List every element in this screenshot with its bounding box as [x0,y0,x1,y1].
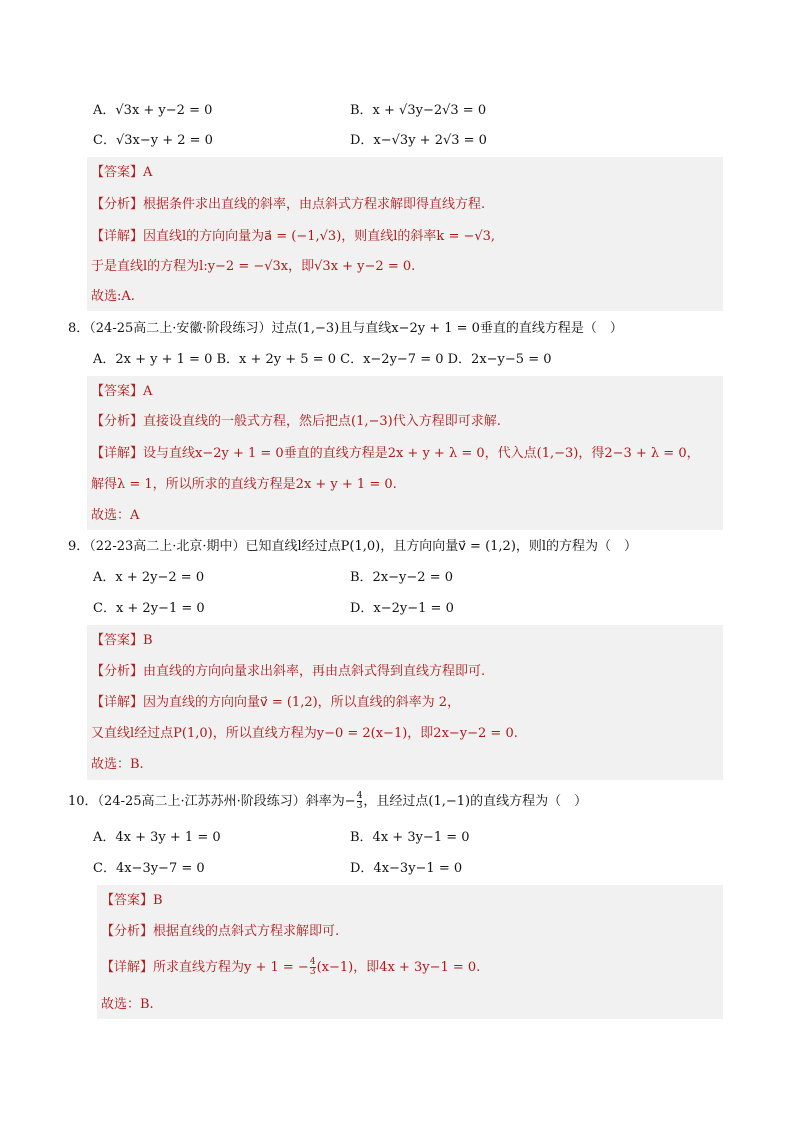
q8-detail-line-2: 解得λ = 1，所以所求的直线方程是2x + y + 1 = 0. [91,477,397,492]
q10-option-d: D．4x−3y−1 = 0 [350,861,463,876]
q9-choice: 故选：B. [91,757,144,772]
q9-option-d: D．x−2y−1 = 0 [350,601,454,616]
q10-stem-fraction-den: 3 [356,801,363,811]
q10-analysis: 【分析】根据直线的点斜式方程求解即可. [101,924,340,939]
q7-option-d: D．x−√3y + 2√3 = 0 [350,133,487,148]
q9-analysis: 【分析】由直线的方向向量求出斜率，再由点斜式得到直线方程即可. [91,664,486,679]
q9-option-c: C．x + 2y−1 = 0 [93,601,205,616]
q8-stem: 8．（24-25高二上·安徽·阶段练习）过点(1,−3)且与直线x−2y + 1 = 0垂直的直线方程是（ ） [68,321,623,336]
q7-choice: 故选:A. [91,289,135,304]
q7-option-a: A．√3x + y−2 = 0 [93,103,213,118]
q8-detail-line-1: 【详解】设与直线x−2y + 1 = 0垂直的直线方程是2x + y + λ = 0，代入点(1,−3)，得2−3 + λ = 0， [91,446,700,461]
q10-choice: 故选：B. [101,997,154,1012]
q10-stem-post: ，且经过点(1,−1)的直线方程为（ ） [363,794,588,809]
q10-answer: 【答案】B [101,893,163,908]
q10-detail-post: (x−1)，即4x + 3y−1 = 0. [316,960,481,975]
q9-stem: 9．（22-23高二上·北京·期中）已知直线l经过点P(1,0)，且方向向量v⃗ = (1,2)，则l的方程为（ ） [68,539,638,554]
q10-option-b: B．4x + 3y−1 = 0 [350,830,470,845]
q8-options: A．2x + y + 1 = 0 B．x + 2y + 5 = 0 C．x−2y−7 = 0 D．2x−y−5 = 0 [93,352,552,367]
q10-option-c: C．4x−3y−7 = 0 [93,861,205,876]
q7-option-b: B．x + √3y−2√3 = 0 [350,103,487,118]
q10-stem-fraction-num: 4 [356,791,363,801]
q8-answer: 【答案】A [91,384,153,399]
q10-stem-fraction [357,792,363,811]
q8-choice: 故选：A [91,508,140,523]
q10-solution-box [97,885,723,1019]
q9-answer: 【答案】B [91,633,153,648]
q9-detail-line-2: 又直线l经过点P(1,0)，所以直线方程为y−0 = 2(x−1)，即2x−y−2 = 0. [91,726,518,741]
q10-option-a: A．4x + 3y + 1 = 0 [93,830,221,845]
q9-option-a: A．x + 2y−2 = 0 [93,570,205,585]
q10-detail-fraction-den: 3 [309,967,316,977]
q7-analysis: 【分析】根据条件求出直线的斜率，由点斜式方程求解即得直线方程. [91,197,486,212]
q8-analysis: 【分析】直接设直线的一般式方程，然后把点(1,−3)代入方程即可求解. [91,414,501,429]
q7-detail-line-1: 【详解】因直线l的方向向量为a⃗ = (−1,√3)，则直线l的斜率k = −√3, [91,229,496,244]
q8-solution-box [87,376,723,530]
q10-detail-fraction-num: 4 [309,957,316,967]
q10-stem [68,792,587,812]
q7-detail-line-2: 于是直线l的方程为l:y−2 = −√3x，即√3x + y−2 = 0. [91,259,416,274]
q7-solution-box [87,157,723,311]
q9-solution-box [87,625,723,780]
q10-detail-pre: 【详解】所求直线方程为y + 1 = − [101,960,309,975]
q10-detail [101,958,480,978]
q10-detail-fraction [310,958,316,977]
q7-option-c: C．√3x−y + 2 = 0 [93,133,213,148]
q7-answer: 【答案】A [91,165,153,180]
q9-detail-line-1: 【详解】因为直线的方向向量v⃗ = (1,2)，所以直线的斜率为 2， [91,695,461,710]
q10-stem-pre: 10．（24-25高二上·江苏苏州·阶段练习）斜率为− [68,794,356,809]
q9-option-b: B．2x−y−2 = 0 [350,570,453,585]
